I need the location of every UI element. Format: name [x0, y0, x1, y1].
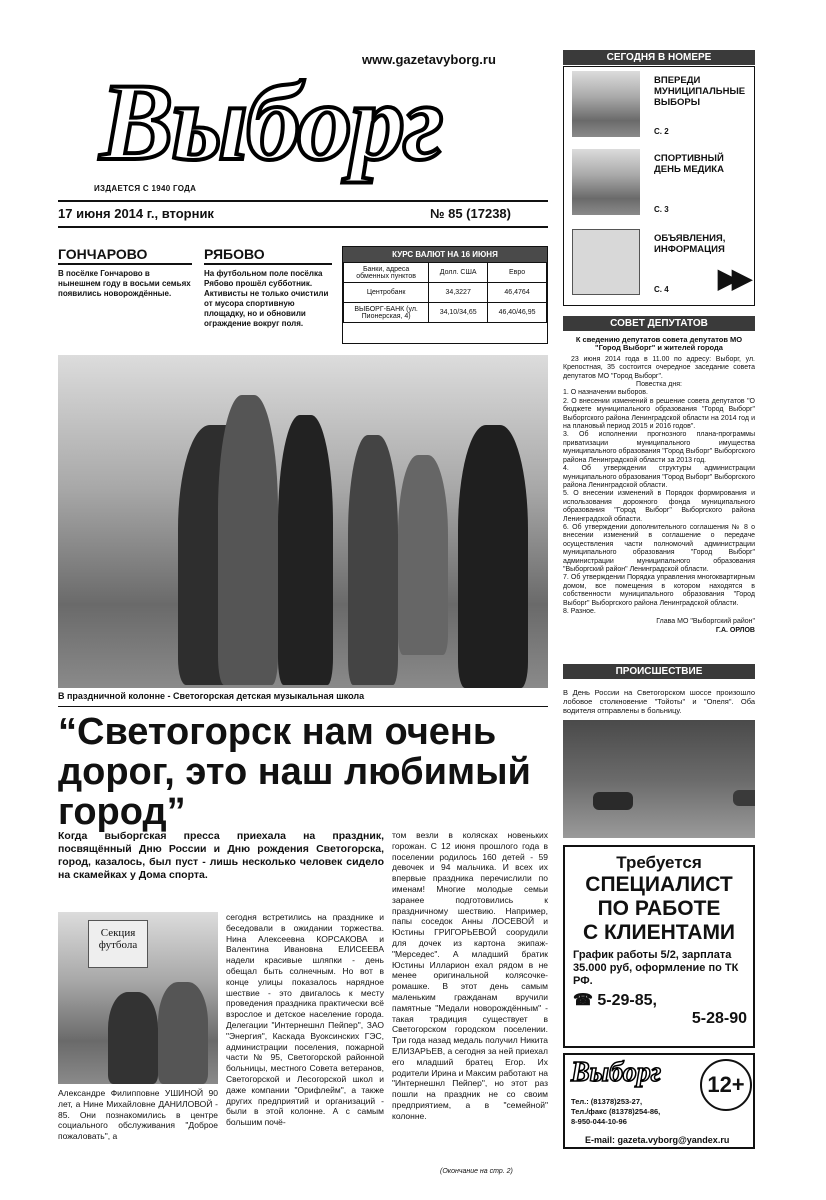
divider [58, 200, 548, 202]
rates-eur: 46,4764 [488, 283, 547, 303]
next-arrows-icon: ▶▶ [718, 263, 746, 293]
toc-page: С. 2 [654, 127, 669, 136]
signature-title: Глава МО "Выборгский район" [656, 618, 755, 626]
continuation-note: (Окончание на стр. 2) [440, 1168, 513, 1175]
incident-title: ПРОИСШЕСТВИЕ [563, 664, 755, 679]
rates-header: Банки, адреса обменных пунктов [344, 263, 429, 283]
email[interactable]: E-mail: gazeta.vyborg@yandex.ru [585, 1135, 730, 1145]
rates-eur: 46,40/46,95 [488, 303, 547, 323]
phone-1: Тел.: (81378)253-27, [571, 1097, 643, 1106]
contacts-phones [571, 1097, 660, 1127]
elderly-caption: Александре Филипповне УШИНОЙ 90 лет, а Нине Михайловне ДАНИЛОВОЙ - 85. Они познакомились в центре социального обслуживания "Доброе пожаловать", а [58, 1088, 218, 1142]
issue-number: № 85 (17238) [430, 206, 511, 221]
council-title: СОВЕТ ДЕПУТАТОВ [563, 316, 755, 331]
brief-text: На футбольном поле посёлка Рябово прошёл субботник. Активисты не только очистили от мусора спортивную площадку, но и обновили ограждение вокруг поля. [204, 269, 329, 328]
agenda-item: 3. Об исполнении прогнозного плана-программы приватизации муниципального имущества муниципального образования "Город Выборг" Выборгского района Ленинградской области за 2013 год. [563, 431, 755, 464]
agenda-item: 6. Об утверждении дополнительного соглашения № 8 о внесении изменений в соглашение о передаче осуществления части полномочий администрации муниципального образования "Город Выборг" администрации муниципального образования "Выборгский район" Ленинградской области. [563, 523, 755, 573]
rates-usd: 34,3227 [429, 283, 488, 303]
advert-line: Требуется [616, 853, 702, 872]
agenda-item: 8. Разное. [563, 608, 596, 615]
rates-bank: Центробанк [344, 283, 429, 303]
toc-page: С. 3 [654, 205, 669, 214]
football-sign: Секция футбола [88, 920, 148, 968]
toc-title: СЕГОДНЯ В НОМЕРЕ [563, 50, 755, 65]
photo-caption: В праздничной колонне - Светогорская детская музыкальная школа [58, 691, 365, 701]
table-of-contents [563, 66, 755, 306]
toc-item-text: ВПЕРЕДИ МУНИЦИПАЛЬНЫЕ ВЫБОРЫ [654, 75, 746, 108]
agenda-item: 4. Об утверждении структуры администрации муниципального образования "Город Выборг" Выборгского района Ленинградской области. [563, 465, 755, 489]
elderly-photo [58, 912, 218, 1084]
advert-line: С КЛИЕНТАМИ [582, 921, 736, 944]
since-label: ИЗДАЕТСЯ С 1940 ГОДА [94, 184, 197, 193]
brief-title: ГОНЧАРОВО [58, 246, 192, 265]
issue-date: 17 июня 2014 г., вторник [58, 206, 214, 221]
small-logo: Выборг [571, 1057, 662, 1088]
rates-usd: 34,10/34,65 [429, 303, 488, 323]
toc-item-text: СПОРТИВНЫЙ ДЕНЬ МЕДИКА [654, 153, 724, 175]
agenda-item: 1. О назначении выборов. [563, 389, 648, 397]
contacts-box [563, 1053, 755, 1149]
advert-phone: ☎ 5-29-85, [573, 992, 657, 1009]
advert-line: ПО РАБОТЕ [597, 897, 721, 920]
incident-text: В День России на Светогорском шоссе произошло лобовое столкновение "Тойоты" и "Опеля". Оба водителя отправлены в больницу. [563, 688, 755, 715]
brief-ryabovo [204, 246, 332, 329]
agenda-item: 7. Об утверждении Порядка управления многоквартирным домом, все помещения в котором находятся в собственности муниципального образования "Город Выборг" Выборгского района Ленинградской области. [563, 574, 755, 607]
rates-bank: ВЫБОРГ-БАНК (ул. Пионерская, 4) [344, 303, 429, 323]
advert-details: График работы 5/2, зарплата 35.000 руб, оформление по ТК РФ. [573, 949, 739, 987]
age-rating-badge: 12+ [700, 1059, 752, 1111]
article-col-2: сегодня встретились на празднике и беседовали в ожидании торжества. Нина Алексеевна КОРСАКОВА и Валентина Ивановна ЕЛИСЕЕВА надели красивые шляпки - день обещал быть солнечным. Но вот в конце улицы показалось нарядное шествие - это двигалось к месту проведения праздника практически всё взрослое и детское население города. Делегации "Интернешнл Пейпер", ЗАО "Энергия", Каскада Вуоксинских ГЭС, администрации поселения, пожарной части № 95, Светогорской районной больницы, местного Совета ветеранов, Светогорской и Лесогорской школ и даже компании "Орифлейм", а также других предприятий и организаций - были в этой колонне. А с самым большим почё- [226, 912, 384, 1128]
job-advert [563, 845, 755, 1048]
article-col-3: том везли в колясках новеньких горожан. С 12 июня прошлого года в поселении родилось 160 детей - 59 девочек и 94 мальчика. И всех их впервые праздника перечислили по именам! Многие молодые семьи заранее подготовились к праздничному шествию. Например, папы соседок Анны ЛОСЕВОЙ и Юстины ГРИГОРЬЕВОЙ соорудили для дочек из картона экипаж-"Мерседес". А младший братик Юстины Илларион ехал рядом в не менее оригинальной колясочке-ромашке. В этот день самым маленьким гражданам вручили памятные "Медали новорождённым" - такая традиция существует в Светогорском городском поселении. Три года назад медаль получил Никита ЕЛИЗАРЬЕВ, а сегодня за ней приехал его младший братец Егор. Их родители Ирина и Максим работают на "Интернешнл Пейпер", но этот раз пошли на праздник не со своим предприятием, а в "семейной" колонне. [392, 830, 548, 1121]
currency-rates-table [342, 246, 548, 344]
toc-thumbnail [572, 149, 640, 215]
headline: “Светогорск нам очень дорог, это наш любимый город” [58, 711, 531, 833]
agenda-item: 2. О внесении изменений в решение совета депутатов "О бюджете муниципального образования "Город Выборг" Выборгского района Ленинградской области на 2014 год и на плановый период 2015 и 2016 годов". [563, 397, 755, 431]
advert-phone: 5-28-90 [691, 1010, 747, 1027]
brief-goncharovo [58, 246, 192, 299]
phone-3: 8-950-044-10-96 [571, 1117, 627, 1126]
council-intro: 23 июня 2014 года в 11.00 по адресу: Выборг, ул. Крепостная, 35 состоится очередное заседание совета депутатов МО "Город Выборг". [563, 355, 755, 380]
phone-2: Тел./факс (81378)254-86, [571, 1107, 661, 1116]
parade-photo [58, 355, 548, 688]
advert-line: СПЕЦИАЛИСТ [585, 873, 733, 896]
toc-item[interactable] [568, 69, 752, 139]
signature-name: Г.А. ОРЛОВ [715, 626, 755, 634]
toc-page: С. 4 [654, 285, 669, 294]
accident-photo [563, 720, 755, 838]
rates-header: Евро [488, 263, 547, 283]
toc-thumbnail [572, 229, 640, 295]
toc-item[interactable] [568, 147, 752, 217]
council-notice [563, 336, 755, 635]
brief-title: РЯБОВО [204, 246, 332, 265]
agenda-title: Повестка дня: [636, 381, 682, 389]
toc-thumbnail [572, 71, 640, 137]
rates-title: КУРС ВАЛЮТ НА 16 ИЮНЯ [343, 247, 547, 262]
rates-header: Долл. США [429, 263, 488, 283]
divider [58, 706, 548, 707]
brief-text: В посёлке Гончарово в нынешнем году в восьми семьях появились новорождённые. [58, 269, 191, 298]
website-url: www.gazetavyborg.ru [362, 52, 496, 67]
lead-paragraph: Когда выборгская пресса приехала на праздник, посвящённый Дню России и Дню рождения Светогорска, город, казалось, был пуст - лишь несколько человек сидело на скамейках у Дома спорта. [58, 830, 384, 881]
divider [58, 226, 548, 228]
council-heading: К сведению депутатов совета депутатов МО "Город Выборг" и жителей города [575, 335, 743, 353]
toc-item-text: ОБЪЯВЛЕНИЯ, ИНФОРМАЦИЯ [654, 233, 726, 255]
agenda-item: 5. О внесении изменений в Порядок формирования и использования дорожного фонда муниципального образования "Город Выборг" Выборгского района Ленинградской области. [563, 490, 755, 523]
newspaper-logo: Выборг [100, 61, 442, 183]
